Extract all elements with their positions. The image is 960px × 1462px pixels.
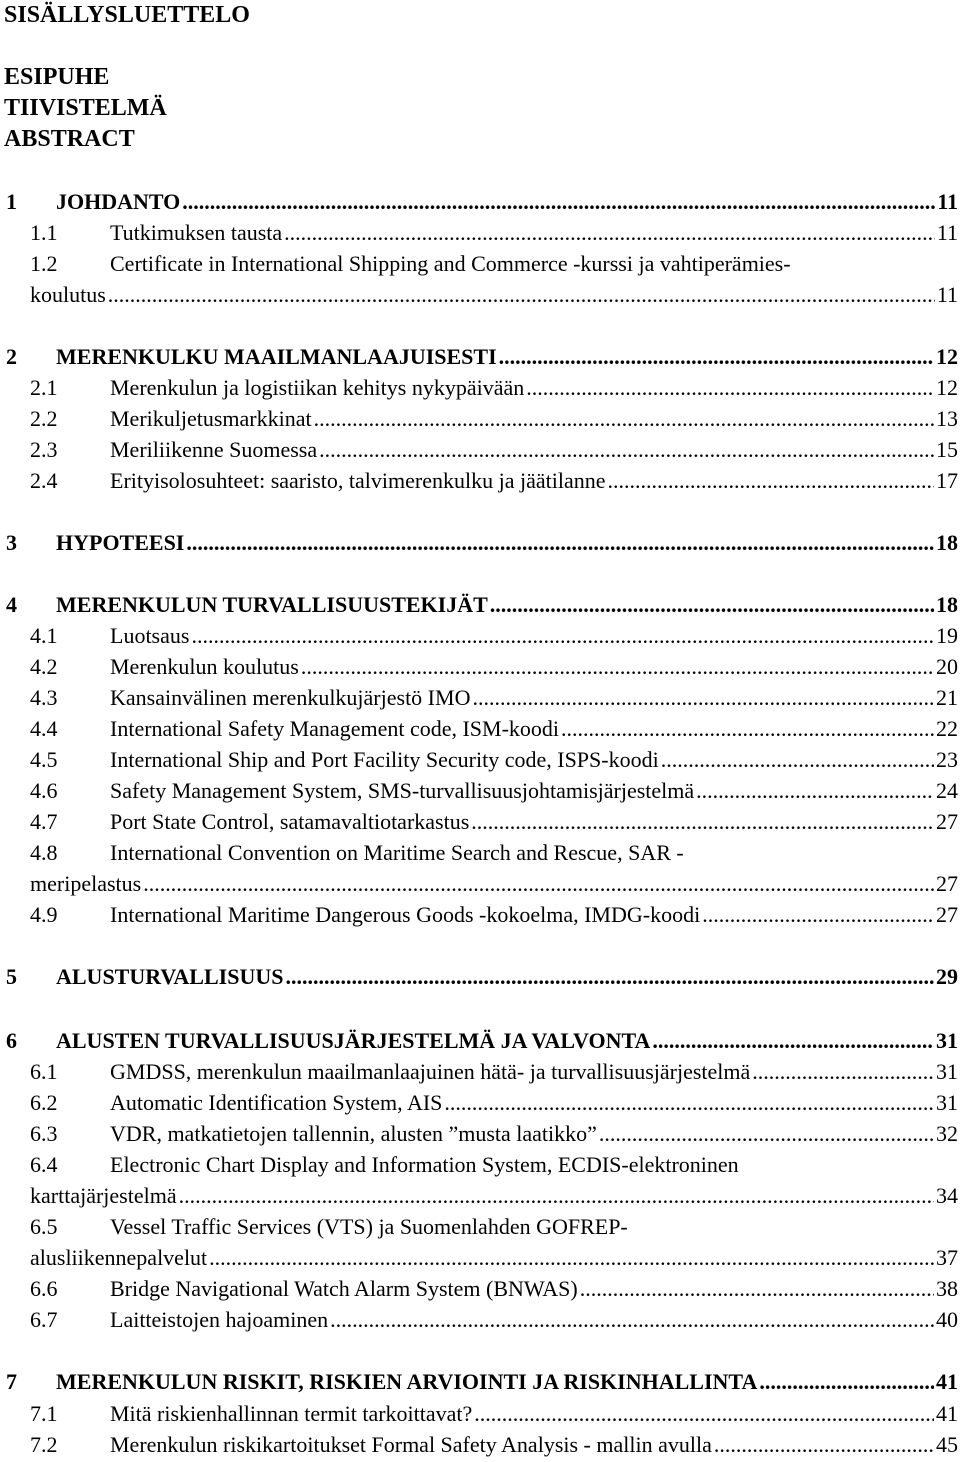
toc-entry-number: 4.4 xyxy=(30,716,58,741)
toc-entry-4-3[interactable] xyxy=(0,682,958,713)
toc-entry-label: Port State Control, satamavaltiotarkastus xyxy=(110,809,470,834)
toc-entry-4-7[interactable] xyxy=(0,806,958,837)
toc-leader-dots xyxy=(580,1273,934,1304)
toc-entry-page: 31 xyxy=(936,1090,958,1115)
toc-entry-7[interactable] xyxy=(0,1366,958,1397)
toc-leader-dots xyxy=(759,1366,934,1397)
toc-entry-label: ALUSTEN TURVALLISUUSJÄRJESTELMÄ JA VALVONTA xyxy=(56,1028,651,1053)
toc-leader-dots xyxy=(526,372,934,403)
toc-entry-page: 21 xyxy=(936,685,958,710)
toc-entry-number: 7.1 xyxy=(30,1401,58,1426)
toc-entry-label: Mitä riskienhallinnan termit tarkoittavat? xyxy=(110,1401,473,1426)
toc-entry-number: 6.1 xyxy=(30,1059,58,1084)
toc-entry-6-1[interactable] xyxy=(0,1056,958,1087)
toc-entry-page: 15 xyxy=(936,437,958,462)
toc-entry-page: 12 xyxy=(936,375,958,400)
toc-entry-4-9[interactable] xyxy=(0,899,958,930)
toc-entry-4[interactable] xyxy=(0,589,958,620)
toc-entry-label: International Safety Management code, ISM-koodi xyxy=(110,716,560,741)
toc-entry-label: Merenkulun koulutus xyxy=(110,654,299,679)
toc-entry-number: 2.2 xyxy=(30,406,58,431)
toc-entry-page: 40 xyxy=(936,1307,958,1332)
front-matter-summary: TIIVISTELMÄ xyxy=(4,95,167,121)
toc-entry-number: 6.2 xyxy=(30,1090,58,1115)
toc-entry-number: 6 xyxy=(6,1028,17,1053)
toc-leader-dots xyxy=(607,465,934,496)
toc-entry-page: 11 xyxy=(936,220,958,245)
toc-entry-page: 27 xyxy=(936,871,958,896)
toc-entry-number: 7.2 xyxy=(30,1432,58,1457)
toc-entry-page: 13 xyxy=(936,406,958,431)
toc-entry-4-8[interactable] xyxy=(0,837,958,868)
toc-entry-page: 19 xyxy=(936,623,958,648)
toc-entry-4-5[interactable] xyxy=(0,744,958,775)
toc-entry-page: 31 xyxy=(936,1028,958,1053)
toc-entry-6-5-continuation[interactable] xyxy=(0,1242,958,1273)
toc-entry-1-2[interactable] xyxy=(0,248,958,279)
toc-entry-label: Kansainvälinen merenkulkujärjestö IMO xyxy=(110,685,471,710)
toc-entry-number: 7 xyxy=(6,1369,17,1394)
toc-entry-number: 4.3 xyxy=(30,685,58,710)
toc-entry-2-2[interactable] xyxy=(0,403,958,434)
toc-entry-label: Merenkulun riskikartoitukset Formal Safety Analysis - mallin avulla xyxy=(110,1432,712,1457)
toc-entry-page: 31 xyxy=(936,1059,958,1084)
toc-entry-6-5[interactable] xyxy=(0,1211,958,1242)
toc-entry-6-6[interactable] xyxy=(0,1273,958,1304)
toc-entry-page: 20 xyxy=(936,654,958,679)
toc-leader-dots xyxy=(499,341,934,372)
toc-entry-label: Vessel Traffic Services (VTS) ja Suomenlahden GOFREP- xyxy=(110,1214,628,1239)
toc-entry-6-3[interactable] xyxy=(0,1118,958,1149)
toc-leader-dots xyxy=(652,1025,934,1056)
toc-entry-page: 12 xyxy=(936,344,958,369)
toc-entry-number: 2 xyxy=(6,344,17,369)
toc-entry-6-7[interactable] xyxy=(0,1304,958,1335)
toc-title: SISÄLLYSLUETTELO xyxy=(4,2,250,28)
toc-entry-label-cont: karttajärjestelmä xyxy=(30,1183,177,1208)
toc-entry-label-cont: alusliikennepalvelut xyxy=(30,1245,208,1270)
toc-entry-2[interactable] xyxy=(0,341,958,372)
toc-entry-page: 37 xyxy=(936,1245,958,1270)
toc-entry-label: Luotsaus xyxy=(110,623,190,648)
toc-entry-label: VDR, matkatietojen tallennin, alusten ”musta laatikko” xyxy=(110,1121,597,1146)
toc-entry-page: 18 xyxy=(936,592,958,617)
toc-leader-dots xyxy=(319,434,934,465)
toc-entry-label: Safety Management System, SMS-turvallisuusjohtamisjärjestelmä xyxy=(110,778,695,803)
toc-entry-label: ALUSTURVALLISUUS xyxy=(56,964,284,989)
toc-entry-page: 18 xyxy=(936,530,958,555)
toc-entry-label: Laitteistojen hajoaminen xyxy=(110,1307,329,1332)
toc-entry-number: 4.5 xyxy=(30,747,58,772)
toc-entry-2-3[interactable] xyxy=(0,434,958,465)
toc-entry-number: 3 xyxy=(6,530,17,555)
toc-entry-number: 4.8 xyxy=(30,840,58,865)
toc-entry-page: 11 xyxy=(936,282,958,307)
toc-entry-7-1[interactable] xyxy=(0,1398,958,1429)
toc-entry-label: International Maritime Dangerous Goods -kokoelma, IMDG-koodi xyxy=(110,902,701,927)
toc-leader-dots xyxy=(108,279,935,310)
toc-entry-4-6[interactable] xyxy=(0,775,958,806)
toc-entry-number: 4.7 xyxy=(30,809,58,834)
toc-entry-7-2[interactable] xyxy=(0,1429,958,1460)
toc-leader-dots xyxy=(714,1429,934,1460)
toc-leader-dots xyxy=(301,651,934,682)
toc-entry-label: Bridge Navigational Watch Alarm System (BNWAS) xyxy=(110,1276,578,1301)
toc-entry-number: 2.3 xyxy=(30,437,58,462)
toc-entry-page: 34 xyxy=(936,1183,958,1208)
toc-entry-page: 24 xyxy=(936,778,958,803)
toc-entry-number: 2.1 xyxy=(30,375,58,400)
toc-leader-dots xyxy=(474,1398,934,1429)
toc-entry-3[interactable] xyxy=(0,527,958,558)
toc-entry-label: International Ship and Port Facility Security code, ISPS-koodi xyxy=(110,747,659,772)
toc-entry-number: 4.6 xyxy=(30,778,58,803)
toc-entry-label: HYPOTEESI xyxy=(56,530,185,555)
toc-entry-label: Merenkulun ja logistiikan kehitys nykypäivään xyxy=(110,375,525,400)
toc-leader-dots xyxy=(696,775,934,806)
toc-entry-number: 1.2 xyxy=(30,251,58,276)
toc-entry-1-1[interactable] xyxy=(0,217,958,248)
toc-entry-page: 32 xyxy=(936,1121,958,1146)
toc-entry-page: 38 xyxy=(936,1276,958,1301)
toc-entry-label: Electronic Chart Display and Information System, ECDIS-elektroninen xyxy=(110,1152,739,1177)
toc-entry-label-cont: meripelastus xyxy=(30,871,142,896)
toc-entry-1-2-continuation[interactable] xyxy=(0,279,958,310)
toc-entry-number: 4.2 xyxy=(30,654,58,679)
toc-entry-number: 4.1 xyxy=(30,623,58,648)
toc-entry-number: 6.6 xyxy=(30,1276,58,1301)
toc-leader-dots xyxy=(752,1056,934,1087)
toc-entry-2-4[interactable] xyxy=(0,465,958,496)
toc-entry-number: 1.1 xyxy=(30,220,58,245)
toc-entry-page: 23 xyxy=(936,747,958,772)
toc-leader-dots xyxy=(143,868,934,899)
toc-entry-6-2[interactable] xyxy=(0,1087,958,1118)
toc-entry-page: 27 xyxy=(936,902,958,927)
toc-entry-label: GMDSS, merenkulun maailmanlaajuinen hätä- ja turvallisuusjärjestelmä xyxy=(110,1059,751,1084)
toc-entry-4-2[interactable] xyxy=(0,651,958,682)
toc-entry-6[interactable] xyxy=(0,1025,958,1056)
toc-leader-dots xyxy=(285,961,934,992)
toc-entry-1[interactable] xyxy=(0,186,958,217)
toc-entry-page: 41 xyxy=(936,1369,958,1394)
toc-entry-number: 6.3 xyxy=(30,1121,58,1146)
front-matter-abstract: ABSTRACT xyxy=(4,126,135,152)
toc-leader-dots xyxy=(661,744,934,775)
toc-entry-number: 4.9 xyxy=(30,902,58,927)
toc-entry-6-4[interactable] xyxy=(0,1149,958,1180)
toc-entry-label: MERENKULUN RISKIT, RISKIEN ARVIOINTI JA RISKINHALLINTA xyxy=(56,1369,758,1394)
toc-entry-page: 41 xyxy=(936,1401,958,1426)
toc-entry-page: 22 xyxy=(936,716,958,741)
toc-entry-number: 1 xyxy=(6,189,17,214)
toc-entry-label-cont: koulutus xyxy=(30,282,106,307)
toc-leader-dots xyxy=(284,217,935,248)
toc-leader-dots xyxy=(179,1180,934,1211)
front-matter-preface: ESIPUHE xyxy=(4,64,110,90)
toc-leader-dots xyxy=(471,806,934,837)
toc-entry-label: International Convention on Maritime Search and Rescue, SAR - xyxy=(110,840,684,865)
toc-entry-number: 6.7 xyxy=(30,1307,58,1332)
toc-leader-dots xyxy=(186,527,934,558)
toc-entry-label: Certificate in International Shipping and Commerce -kurssi ja vahtiperämies- xyxy=(110,251,791,276)
toc-leader-dots xyxy=(191,620,934,651)
toc-leader-dots xyxy=(702,899,934,930)
toc-entry-label: Automatic Identification System, AIS xyxy=(110,1090,443,1115)
toc-entry-page: 29 xyxy=(936,964,958,989)
toc-entry-page: 11 xyxy=(937,189,958,214)
toc-entry-label: Erityisolosuhteet: saaristo, talvimerenkulku ja jäätilanne xyxy=(110,468,606,493)
toc-entry-number: 5 xyxy=(6,964,17,989)
toc-leader-dots xyxy=(182,186,935,217)
toc-entry-number: 2.4 xyxy=(30,468,58,493)
toc-entry-4-8-continuation[interactable] xyxy=(0,868,958,899)
toc-entry-label: JOHDANTO xyxy=(56,189,181,214)
toc-entry-4-4[interactable] xyxy=(0,713,958,744)
toc-entry-page: 27 xyxy=(936,809,958,834)
toc-entry-label: MERENKULUN TURVALLISUUSTEKIJÄT xyxy=(56,592,488,617)
toc-entry-page: 17 xyxy=(936,468,958,493)
toc-entry-number: 4 xyxy=(6,592,17,617)
toc-entry-4-1[interactable] xyxy=(0,620,958,651)
toc-entry-label: Meriliikenne Suomessa xyxy=(110,437,318,462)
toc-entry-label: MERENKULKU MAAILMANLAAJUISESTI xyxy=(56,344,497,369)
toc-leader-dots xyxy=(561,713,934,744)
toc-leader-dots xyxy=(314,403,934,434)
toc-entry-label: Merikuljetusmarkkinat xyxy=(110,406,312,431)
toc-entry-6-4-continuation[interactable] xyxy=(0,1180,958,1211)
toc-entry-5[interactable] xyxy=(0,961,958,992)
toc-entry-number: 6.5 xyxy=(30,1214,58,1239)
toc-leader-dots xyxy=(209,1242,934,1273)
toc-entry-number: 6.4 xyxy=(30,1152,58,1177)
toc-leader-dots xyxy=(330,1304,934,1335)
toc-entry-label: Tutkimuksen tausta xyxy=(110,220,283,245)
toc-leader-dots xyxy=(472,682,934,713)
toc-entry-page: 45 xyxy=(936,1432,958,1457)
toc-leader-dots xyxy=(490,589,934,620)
toc-leader-dots xyxy=(444,1087,934,1118)
toc-entry-2-1[interactable] xyxy=(0,372,958,403)
toc-leader-dots xyxy=(599,1118,934,1149)
